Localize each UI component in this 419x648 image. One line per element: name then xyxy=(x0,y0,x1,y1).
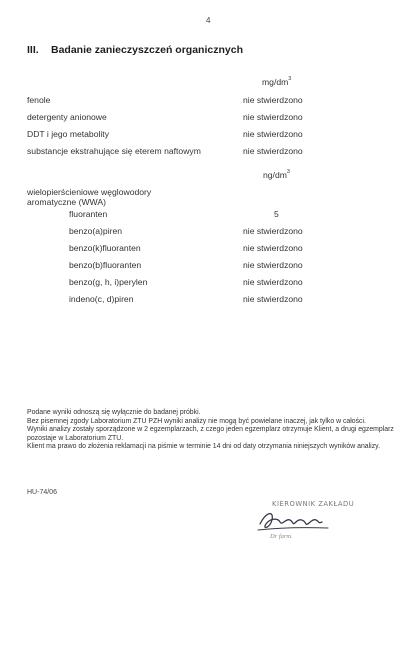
note-line: Bez pisemnej zgody Laboratorium ZTU PZH wyniki analizy nie mogą być powielane inaczej, jak tylko w całości. xyxy=(27,417,366,425)
row-label-detergenty: detergenty anionowe xyxy=(27,112,107,122)
signature-icon xyxy=(256,506,336,536)
wwa-label-indeno-cd-piren: indeno(c, d)piren xyxy=(69,294,134,304)
wwa-label-benzo-a-piren: benzo(a)piren xyxy=(69,226,123,236)
notes-block xyxy=(27,409,399,452)
stamp-title: KIEROWNIK ZAKŁADU xyxy=(272,500,355,508)
note-line: Wyniki analizy zostały sporządzone w 2 egzemplarzach, z czego jeden egzemplarz otrzymuje Klient, a drugi egzemplarz pozostaje w Laboratorium ZTU. xyxy=(27,426,394,442)
row-value-fenole: nie stwierdzono xyxy=(243,95,303,105)
wwa-value-benzo-k-fluoranten: nie stwierdzono xyxy=(243,243,303,253)
row-value-substancje: nie stwierdzono xyxy=(243,146,303,156)
section-title-text: Badanie zanieczyszczeń organicznych xyxy=(51,44,243,56)
unit-ng-header: $ng/dm^3$ xyxy=(263,169,290,180)
page-number: 4 xyxy=(206,16,211,25)
unit-mg-header: $mg/dm^3$ xyxy=(262,76,292,87)
wwa-value-fluoranten: 5 xyxy=(274,209,279,219)
wwa-label-benzo-k-fluoranten: benzo(k)fluoranten xyxy=(69,243,141,253)
wwa-heading: wielopierścieniowe węglowodory aromatyczne (WWA) xyxy=(27,187,152,207)
note-line: Klient ma prawo do złożenia reklamacji na piśmie w terminie 14 dni od daty otrzymania niniejszych wyników analizy. xyxy=(27,443,380,451)
wwa-label-benzo-ghi-perylen: benzo(g, h, i)perylen xyxy=(69,277,148,287)
stamp-name: Dr farm. xyxy=(270,533,293,540)
row-label-fenole: fenole xyxy=(27,95,51,105)
section-number: III. xyxy=(27,44,39,56)
wwa-value-benzo-ghi-perylen: nie stwierdzono xyxy=(243,277,303,287)
wwa-label-benzo-b-fluoranten: benzo(b)fluoranten xyxy=(69,260,142,270)
section-title xyxy=(27,44,243,56)
wwa-label-fluoranten: fluoranten xyxy=(69,209,108,219)
document-code: HU-74/06 xyxy=(27,489,57,496)
wwa-value-indeno-cd-piren: nie stwierdzono xyxy=(243,294,303,304)
row-value-ddt: nie stwierdzono xyxy=(243,129,303,139)
wwa-value-benzo-b-fluoranten: nie stwierdzono xyxy=(243,260,303,270)
row-label-ddt: DDT i jego metabolity xyxy=(27,129,109,139)
note-line: Podane wyniki odnoszą się wyłącznie do badanej próbki. xyxy=(27,409,201,416)
row-label-substancje: substancje ekstrahujące się eterem naftowym xyxy=(27,146,201,156)
row-value-detergenty: nie stwierdzono xyxy=(243,112,303,122)
wwa-value-benzo-a-piren: nie stwierdzono xyxy=(243,226,303,236)
